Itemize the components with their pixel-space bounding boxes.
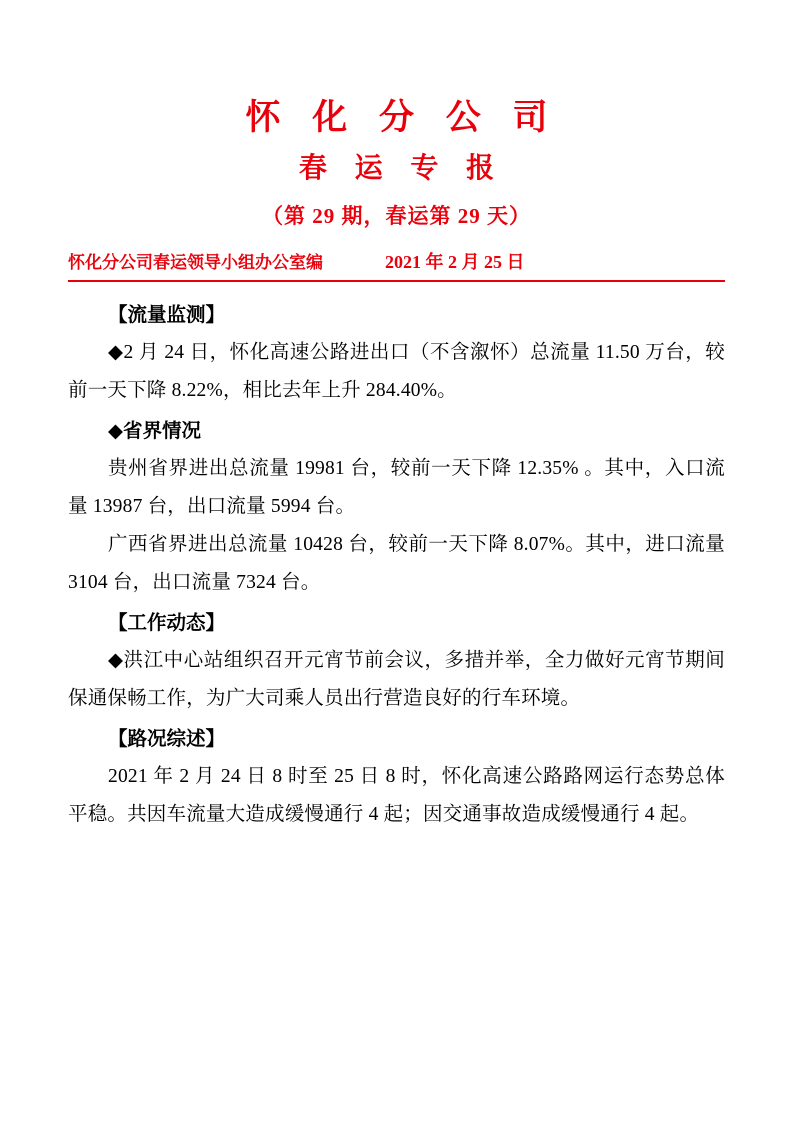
byline xyxy=(68,248,725,280)
section-heading-border: ◆省界情况 xyxy=(108,420,201,443)
header-divider xyxy=(68,280,725,282)
section-heading-work: 【工作动态】 xyxy=(108,612,226,635)
issue-number: （第 29 期，春运第 29 天） xyxy=(262,204,531,229)
paragraph-traffic-1: ◆2 月 24 日，怀化高速公路进出口（不含溆怀）总流量 11.50 万台，较前一天下降 8.22%，相比去年上升 284.40%。 xyxy=(68,342,725,402)
masthead xyxy=(68,96,725,230)
page-subtitle: 春 运 专 报 xyxy=(298,151,505,183)
page-title: 怀 化 分 公 司 xyxy=(245,98,559,137)
paragraph-work-1: ◆洪江中心站组织召开元宵节前会议，多措并举，全力做好元宵节期间保通保畅工作，为广大司乘人员出行营造良好的行车环境。 xyxy=(68,650,725,710)
byline-issuer: 怀化分公司春运领导小组办公室编 xyxy=(68,253,323,273)
paragraph-border-guangxi: 广西省界进出总流量 10428 台，较前一天下降 8.07%。其中，进口流量 3104 台，出口流量 7324 台。 xyxy=(68,534,725,594)
section-heading-road: 【路况综述】 xyxy=(108,728,226,751)
paragraph-border-guizhou: 贵州省界进出总流量 19981 台，较前一天下降 12.35% 。其中，入口流量 13987 台，出口流量 5994 台。 xyxy=(68,458,725,518)
byline-date: 2021 年 2 月 25 日 xyxy=(385,252,525,273)
document-body xyxy=(68,296,725,834)
paragraph-road-1: 2021 年 2 月 24 日 8 时至 25 日 8 时，怀化高速公路路网运行态势总体平稳。共因车流量大造成缓慢通行 4 起；因交通事故造成缓慢通行 4 起。 xyxy=(68,766,725,826)
section-heading-traffic: 【流量监测】 xyxy=(108,304,226,327)
